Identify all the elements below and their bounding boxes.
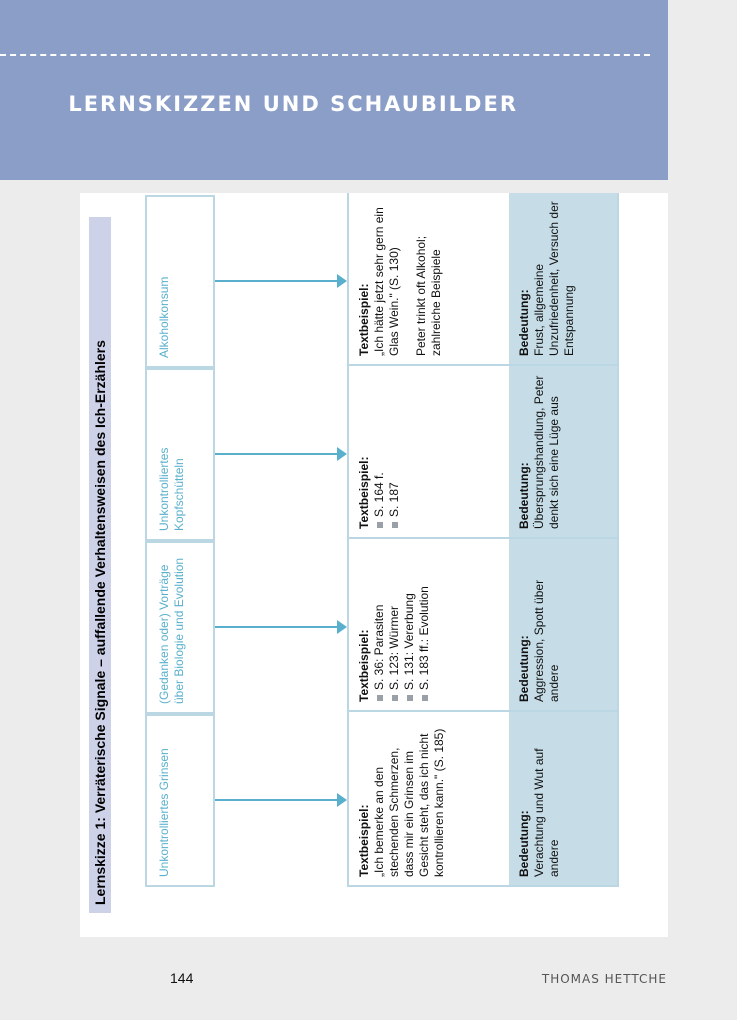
meaning-cell	[509, 193, 617, 364]
meaning-text: Aggression, Spott über andere	[532, 579, 561, 702]
arrow-down-icon	[215, 626, 345, 628]
arrow-down-icon	[215, 453, 345, 455]
example-quote: „Ich hätte jetzt sehr gern ein Glas Wein." (S. 130)	[372, 207, 401, 356]
arrow-down-icon	[215, 280, 345, 282]
example-note: Peter trinkt oft Alkohol; zahlreiche Beispiele	[414, 235, 443, 356]
page-reference-item: S. 123: Würmer	[387, 547, 402, 702]
behavior-label-biologie: (Gedanken oder) Vorträge über Biologie und Evolution	[145, 541, 215, 714]
meaning-heading: Bedeutung:	[517, 289, 531, 356]
page-reference-item: S. 131: Vererbung	[402, 547, 417, 702]
example-cell	[349, 712, 509, 885]
diagram-caption: Lernskizze 1: Verräterische Signale – auffallende Verhaltensweisen des Ich-Erzählers	[89, 217, 111, 913]
meaning-heading: Bedeutung:	[517, 635, 531, 702]
example-heading: Textbeispiel:	[357, 804, 371, 877]
detail-grid	[347, 193, 619, 887]
meaning-cell	[509, 539, 617, 710]
chapter-header	[0, 0, 668, 180]
meaning-text: Verachtung und Wut auf andere	[532, 748, 561, 877]
example-cell	[349, 366, 509, 537]
meaning-text: Frust, allgemeine Unzufriedenheit, Versuch der Entspannung	[532, 201, 576, 356]
page-reference-item: S. 164 f.	[372, 374, 387, 529]
running-footer-author: THOMAS HETTCHE	[541, 972, 667, 986]
example-heading: Textbeispiel:	[357, 629, 371, 702]
page-reference-item: S. 187	[387, 374, 402, 529]
arrow-down-icon	[215, 799, 345, 801]
detail-column-alkohol	[349, 193, 617, 366]
chapter-title: LERNSKIZZEN UND SCHAUBILDER	[68, 92, 518, 116]
behavior-label-grinsen: Unkontrolliertes Grinsen	[145, 714, 215, 887]
example-heading: Textbeispiel:	[357, 456, 371, 529]
detail-column-kopfschuetteln	[349, 366, 617, 539]
meaning-heading: Bedeutung:	[517, 810, 531, 877]
meaning-cell	[509, 712, 617, 885]
page-number: 144	[170, 970, 194, 986]
page-reference-item: S. 183 ff.: Evolution	[417, 547, 432, 702]
detail-column-biologie	[349, 539, 617, 712]
meaning-cell	[509, 366, 617, 537]
dashed-divider	[0, 54, 650, 56]
meaning-heading: Bedeutung:	[517, 462, 531, 529]
example-cell	[349, 193, 509, 364]
behavior-label-alkohol: Alkoholkonsum	[145, 195, 215, 368]
example-quote: „Ich bemerke an den stechenden Schmerzen, dass mir ein Grinsen im Gesicht steht, das ich nicht kontrollieren kann." (S. 185)	[372, 728, 446, 877]
detail-column-grinsen	[349, 712, 617, 885]
meaning-text: Übersprungshandlung, Peter denkt sich eine Lüge aus	[532, 375, 561, 529]
behavior-label-kopfschuetteln: Unkontrolliertes Kopfschütteln	[145, 368, 215, 541]
page-reference-item: S. 36: Parasiten	[372, 547, 387, 702]
rotated-diagram	[89, 201, 623, 913]
example-heading: Textbeispiel:	[357, 283, 371, 356]
example-cell	[349, 539, 509, 710]
